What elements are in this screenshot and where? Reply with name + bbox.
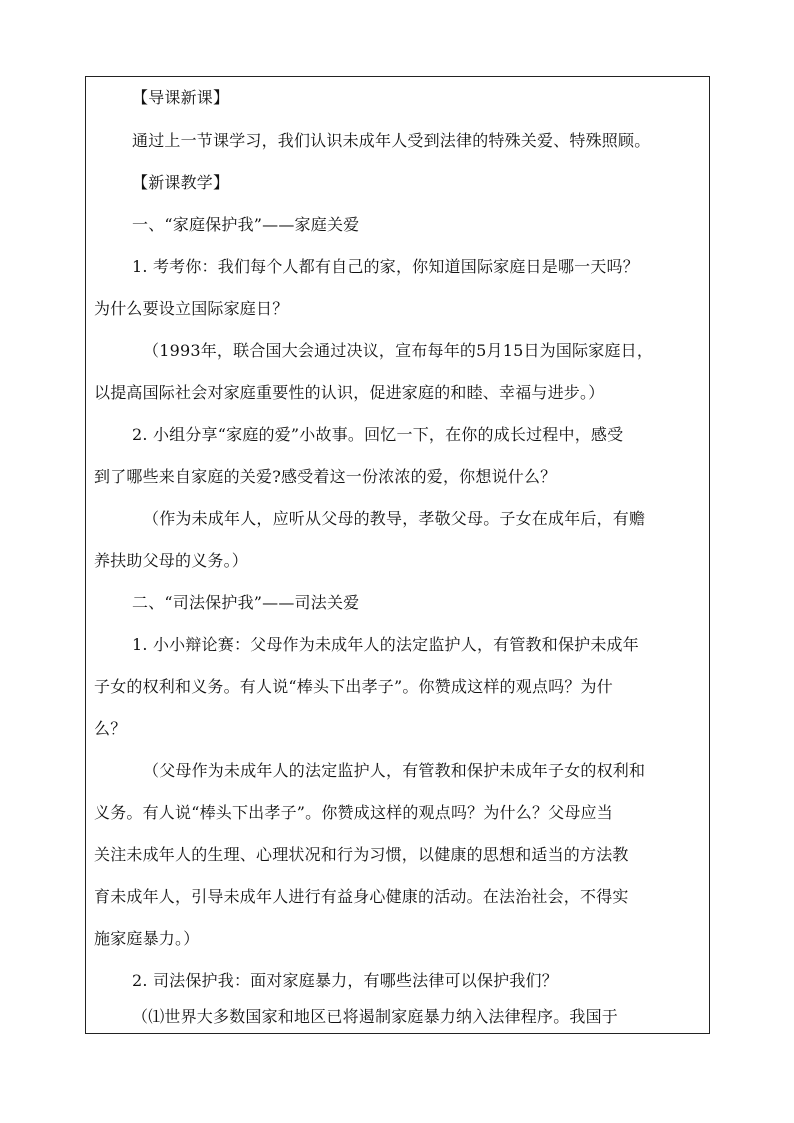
paragraph-line: 施家庭暴力。）	[94, 929, 200, 948]
paragraph-line: （父母作为未成年人的法定监护人，有管教和保护未成年子女的权利和	[143, 761, 646, 780]
paragraph-line: 子女的权利和义务。有人说“棒头下出孝子”。你赞成这样的观点吗？为什	[94, 677, 613, 696]
paragraph-line: 通过上一节课学习，我们认识未成年人受到法律的特殊关爱、特殊照顾。	[132, 131, 651, 150]
paragraph-line: 1. 考考你：我们每个人都有自己的家，你知道国际家庭日是哪一天吗？	[132, 257, 639, 276]
paragraph-line: （作为未成年人，应听从父母的教导，孝敬父母。子女在成年后，有赡	[143, 509, 646, 528]
paragraph-line: 育未成年人，引导未成年人进行有益身心健康的活动。在法治社会，不得实	[94, 887, 629, 906]
paragraph-line: 1. 小小辩论赛：父母作为未成年人的法定监护人，有管教和保护未成年	[132, 635, 639, 654]
paragraph-line: 养扶助父母的义务。）	[94, 551, 249, 570]
paragraph-line: 到了哪些来自家庭的关爱?感受着这一份浓浓的爱，你想说什么？	[94, 467, 557, 486]
section-heading-teaching: 【新课教学】	[132, 173, 230, 192]
paragraph-line: 义务。有人说“棒头下出孝子”。你赞成这样的观点吗？为什么？父母应当	[94, 803, 613, 822]
paragraph-line: 2. 司法保护我：面对家庭暴力，有哪些法律可以保护我们？	[132, 971, 558, 990]
paragraph-line: 2. 小组分享“家庭的爱”小故事。回忆一下，在你的成长过程中，感受	[132, 425, 624, 444]
subheading-family: 一、“家庭保护我”——家庭关爱	[132, 215, 360, 234]
section-heading-intro: 【导课新课】	[132, 88, 230, 107]
paragraph-line: 关注未成年人的生理、心理状况和行为习惯，以健康的思想和适当的方法教	[94, 845, 629, 864]
paragraph-line: 为什么要设立国际家庭日？	[94, 299, 289, 318]
paragraph-line: 以提高国际社会对家庭重要性的认识，促进家庭的和睦、幸福与进步。）	[94, 383, 605, 402]
paragraph-line: 么？	[94, 719, 127, 738]
paragraph-line: （1993年，联合国大会通过决议，宣布每年的5月15日为国际家庭日，	[143, 341, 654, 360]
paragraph-line: （⑴世界大多数国家和地区已将遏制家庭暴力纳入法律程序。我国于	[132, 1007, 619, 1026]
subheading-judicial: 二、“司法保护我”——司法关爱	[132, 593, 360, 612]
